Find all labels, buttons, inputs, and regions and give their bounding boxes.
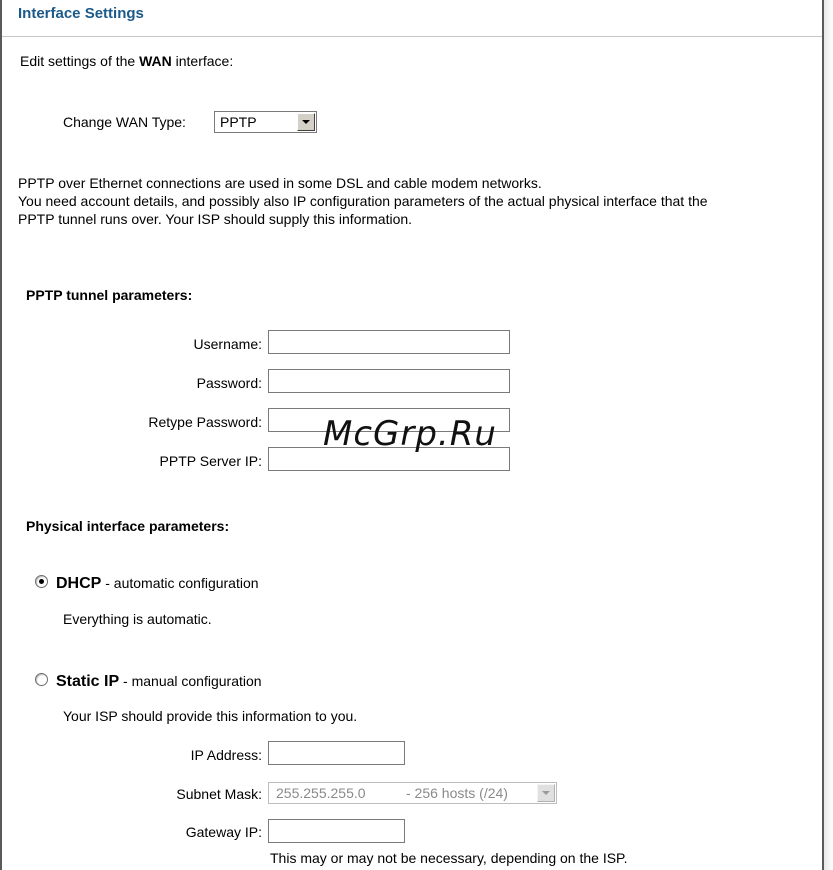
watermark: McGrp.Ru xyxy=(323,414,497,454)
gateway-ip-label: Gateway IP: xyxy=(185,824,262,840)
tunnel-heading: PPTP tunnel parameters: xyxy=(26,287,193,303)
description-line-2: You need account details, and possibly also IP configuration parameters of the actual physical interface that the xyxy=(18,193,708,209)
static-ip-suffix: - manual configuration xyxy=(123,673,262,689)
intro-text xyxy=(20,53,233,69)
title-divider xyxy=(2,36,822,37)
static-ip-note: Your ISP should provide this information to you. xyxy=(63,708,358,724)
gateway-note: This may or may not be necessary, depending on the ISP. xyxy=(270,850,628,866)
password-input[interactable] xyxy=(268,369,510,393)
subnet-mask-select[interactable] xyxy=(268,782,557,804)
ip-address-input[interactable] xyxy=(268,741,405,765)
description-line-1: PPTP over Ethernet connections are used in some DSL and cable modem networks. xyxy=(18,175,542,191)
dhcp-note: Everything is automatic. xyxy=(63,611,212,627)
username-input[interactable] xyxy=(268,330,510,354)
dhcp-option[interactable] xyxy=(56,575,259,593)
description-line-3: PPTP tunnel runs over. Your ISP should supply this information. xyxy=(18,211,413,227)
dhcp-suffix: - automatic configuration xyxy=(105,575,259,591)
ip-address-label: IP Address: xyxy=(190,747,262,763)
password-label: Password: xyxy=(196,375,262,391)
subnet-mask-hosts: - 256 hosts (/24) xyxy=(406,785,508,801)
gateway-ip-input[interactable] xyxy=(268,819,405,843)
physical-heading: Physical interface parameters: xyxy=(26,518,230,534)
chevron-down-icon[interactable] xyxy=(537,784,555,802)
frame-shadow xyxy=(824,0,833,870)
chevron-down-icon[interactable] xyxy=(297,113,315,131)
description xyxy=(18,174,708,228)
page-title: Interface Settings xyxy=(18,5,144,22)
static-ip-radio[interactable] xyxy=(35,673,48,686)
subnet-mask-value: 255.255.255.0 xyxy=(276,785,366,801)
wan-type-select[interactable] xyxy=(214,111,317,133)
intro-prefix: Edit settings of the xyxy=(20,53,136,69)
subnet-mask-label: Subnet Mask: xyxy=(176,786,262,802)
intro-suffix: interface: xyxy=(175,53,234,69)
pptp-server-ip-label: PPTP Server IP: xyxy=(159,453,262,469)
intro-wan: WAN xyxy=(139,53,172,69)
username-label: Username: xyxy=(193,336,262,352)
static-ip-option[interactable] xyxy=(56,673,262,691)
wan-type-value: PPTP xyxy=(220,114,257,130)
retype-password-label: Retype Password: xyxy=(148,414,262,430)
dhcp-radio[interactable] xyxy=(35,575,48,588)
wan-type-label: Change WAN Type: xyxy=(63,114,186,130)
dhcp-title: DHCP xyxy=(56,575,102,592)
static-ip-title: Static IP xyxy=(56,673,120,690)
